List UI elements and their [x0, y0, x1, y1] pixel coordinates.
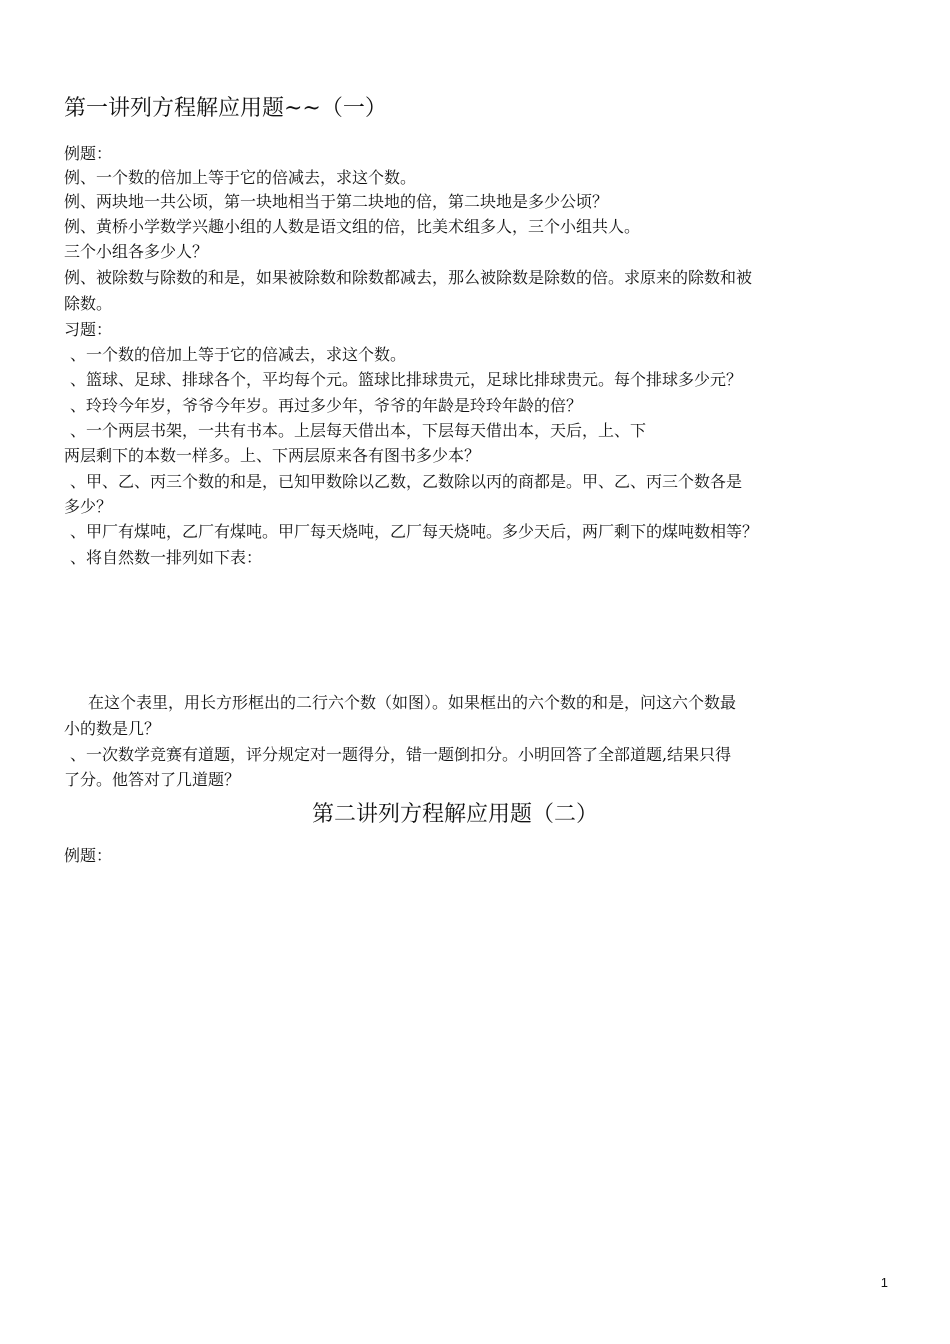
example-2: 例、两块地一共公顷，第一块地相当于第二块地的倍，第二块地是多少公顷？ [64, 192, 609, 211]
lecture-one-title: 第一讲列方程解应用题~~（一） [64, 96, 387, 121]
example-3-line-1: 例、黄桥小学数学兴趣小组的人数是语文组的倍，比美术组多人，三个小组共人。 [64, 217, 641, 236]
example-4-line-1: 例、被除数与除数的和是，如果被除数和除数都减去，那么被除数是除数的倍。求原来的除数和被 [64, 268, 753, 287]
table-note-line-2: 小的数是几？ [64, 719, 161, 738]
examples-label: 例题： [64, 144, 113, 163]
exercise-8-line-1: 、一次数学竞赛有道题，评分规定对一题得分，错一题倒扣分。小明回答了全部道题,结果只得 [70, 745, 732, 764]
exercise-5-line-2: 多少？ [64, 497, 113, 516]
exercise-2: 、篮球、足球、排球各个，平均每个元。篮球比排球贵元，足球比排球贵元。每个排球多少元？ [70, 370, 743, 389]
exercise-5-line-1: 、甲、乙、丙三个数的和是，已知甲数除以乙数，乙数除以丙的商都是。甲、乙、丙三个数各是 [70, 472, 743, 491]
exercise-3: 、玲玲今年岁，爷爷今年岁。再过多少年，爷爷的年龄是玲玲年龄的倍？ [70, 396, 583, 415]
lecture-two-title: 第二讲列方程解应用题（二） [312, 802, 599, 827]
exercise-6: 、甲厂有煤吨，乙厂有煤吨。甲厂每天烧吨，乙厂每天烧吨。多少天后，两厂剩下的煤吨数相等？ [70, 522, 759, 541]
example-1: 例、一个数的倍加上等于它的倍减去，求这个数。 [64, 168, 417, 187]
example-3-line-2: 三个小组各多少人？ [64, 242, 209, 261]
exercises-label: 习题： [64, 320, 113, 339]
example-4-line-2: 除数。 [64, 294, 113, 313]
page-number: 1 [880, 1275, 888, 1290]
exercise-1: 、一个数的倍加上等于它的倍减去，求这个数。 [70, 345, 407, 364]
exercise-4-line-2: 两层剩下的本数一样多。上、下两层原来各有图书多少本？ [64, 446, 481, 465]
exercise-8-line-2: 了分。他答对了几道题？ [64, 770, 241, 789]
table-note-line-1: 在这个表里，用长方形框出的二行六个数（如图）。如果框出的六个数的和是，问这六个数最 [88, 693, 737, 712]
exercise-4-line-1: 、一个两层书架，一共有书本。上层每天借出本，下层每天借出本，天后，上、下 [70, 421, 647, 440]
examples-two-label: 例题： [64, 846, 113, 865]
exercise-7: 、将自然数一排列如下表： [70, 548, 263, 567]
